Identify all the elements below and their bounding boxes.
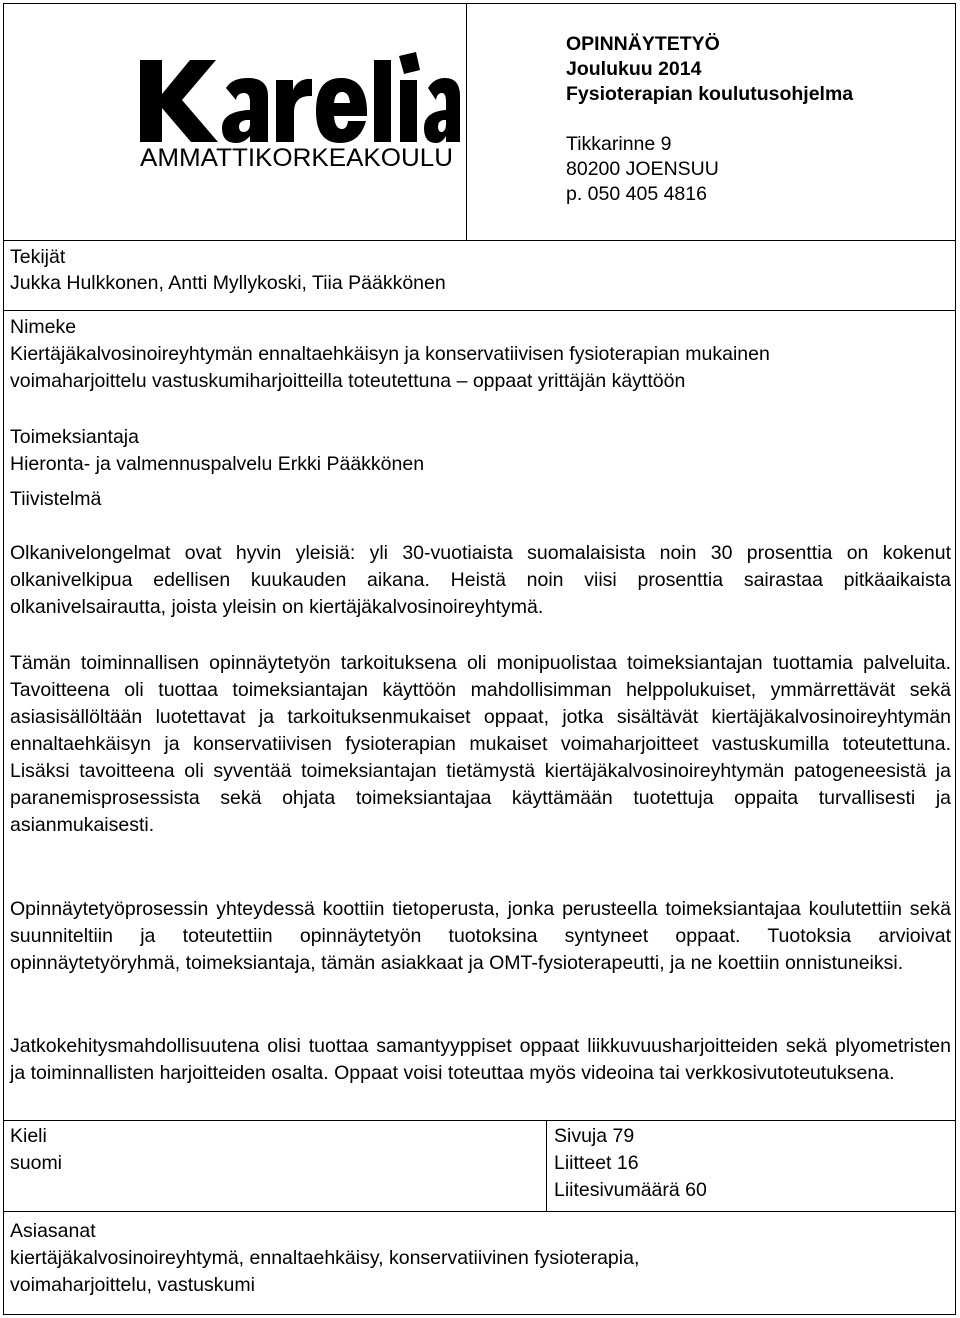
keywords-label: Asiasanat	[10, 1220, 96, 1242]
title-line-1: Kiertäjäkalvosinoireyhtymän ennaltaehkäisyn ja konservatiivisen fysioterapian mukainen	[10, 343, 770, 365]
abstract-paragraph-1: Olkanivelongelmat ovat hyvin yleisiä: yli 30-vuotiaista suomalaisista noin 30 prosenttia on kokenut olkanivelkipua edellisen kuukauden aikana. Heistä noin viisi prosenttia sairastaa pitkäaikaista olkanivelsairautta, joista yleisin on kiertäjäkalvosinoireyhtymä.	[10, 542, 951, 618]
page-count: Sivuja 79	[554, 1125, 635, 1147]
keywords-line-1: kiertäjäkalvosinoireyhtymä, ennaltaehkäisy, konservatiivinen fysioterapia,	[10, 1247, 640, 1269]
address-city: 80200 JOENSUU	[566, 158, 719, 180]
doc-type: OPINNÄYTETYÖ	[566, 33, 720, 55]
abstract-divider	[3, 1120, 956, 1121]
header-divider	[3, 240, 956, 241]
logo-subtitle: AMMATTIKORKEAKOULU	[140, 144, 453, 170]
authors-divider	[3, 310, 956, 311]
doc-date: Joulukuu 2014	[566, 58, 702, 80]
phone-number: p. 050 405 4816	[566, 183, 707, 205]
commissioner-label: Toimeksiantaja	[10, 426, 139, 448]
abstract-paragraph-4: Jatkokehitysmahdollisuutena olisi tuottaa samantyyppiset oppaat liikkuvuusharjoitteiden sekä plyometristen ja toiminnallisten harjoitteiden osalta. Oppaat voisi toteuttaa myös videoina tai verkkosivutoteutuksena.	[10, 1035, 951, 1084]
programme: Fysioterapian koulutusohjelma	[566, 83, 854, 105]
abstract-paragraph-2: Tämän toiminnallisen opinnäytetyön tarkoituksena oli monipuolistaa toimeksiantajan tuottamia palveluita. Tavoitteena oli tuottaa toimeksiantajan käyttöön mahdollisimman helppolukuiset, ymmärrettävät sekä asiasisällöltään luotettavat ja tarkoituksenmukaiset oppaat, jotka sisältävät kiertäjäkalvosinoireyhtymän ennaltaehkäisyn ja konservatiivisen fysioterapian mukaiset voimaharjoitteet vastuskumilla toteutettuna. Lisäksi tavoitteena oli syventää toimeksiantajan tietämystä kiertäjäkalvosinoireyhtymän patogeneesistä ja paranemisprosessista sekä ohjata toimeksiantajaa käyttämään tuotettuja oppaita turvallisesti ja asianmukaisesti.	[10, 652, 951, 836]
language-label: Kieli	[10, 1125, 47, 1147]
authors-value: Jukka Hulkkonen, Antti Myllykoski, Tiia Pääkkönen	[10, 272, 446, 294]
title-label: Nimeke	[10, 316, 77, 338]
language-divider	[3, 1211, 956, 1212]
header-divider-vertical	[466, 3, 467, 241]
commissioner-value: Hieronta- ja valmennuspalvelu Erkki Pääkkönen	[10, 453, 425, 475]
authors-label: Tekijät	[10, 246, 66, 268]
karelia-logo	[140, 50, 460, 170]
abstract-paragraph-3: Opinnäytetyöprosessin yhteydessä koottiin tietoperusta, jonka perusteella toimeksiantajaa koulutettiin sekä suunniteltiin ja toteutettiin opinnäytetyön tuotoksina syntyneet oppaat. Tuotoksia arvioivat opinnäytetyöryhmä, toimeksiantaja, tämän asiakkaat ja OMT-fysioterapeutti, ja ne koettiin onnistuneiksi.	[10, 898, 951, 974]
appendix-page-count: Liitesivumäärä 60	[554, 1179, 707, 1201]
address-street: Tikkarinne 9	[566, 133, 672, 155]
title-line-2: voimaharjoittelu vastuskumiharjoitteilla toteutettuna – oppaat yrittäjän käyttöön	[10, 370, 686, 392]
keywords-line-2: voimaharjoittelu, vastuskumi	[10, 1274, 255, 1296]
language-value: suomi	[10, 1152, 63, 1174]
abstract-label: Tiivistelmä	[10, 488, 102, 510]
appendix-count: Liitteet 16	[554, 1152, 639, 1174]
language-divider-vertical	[546, 1120, 547, 1212]
